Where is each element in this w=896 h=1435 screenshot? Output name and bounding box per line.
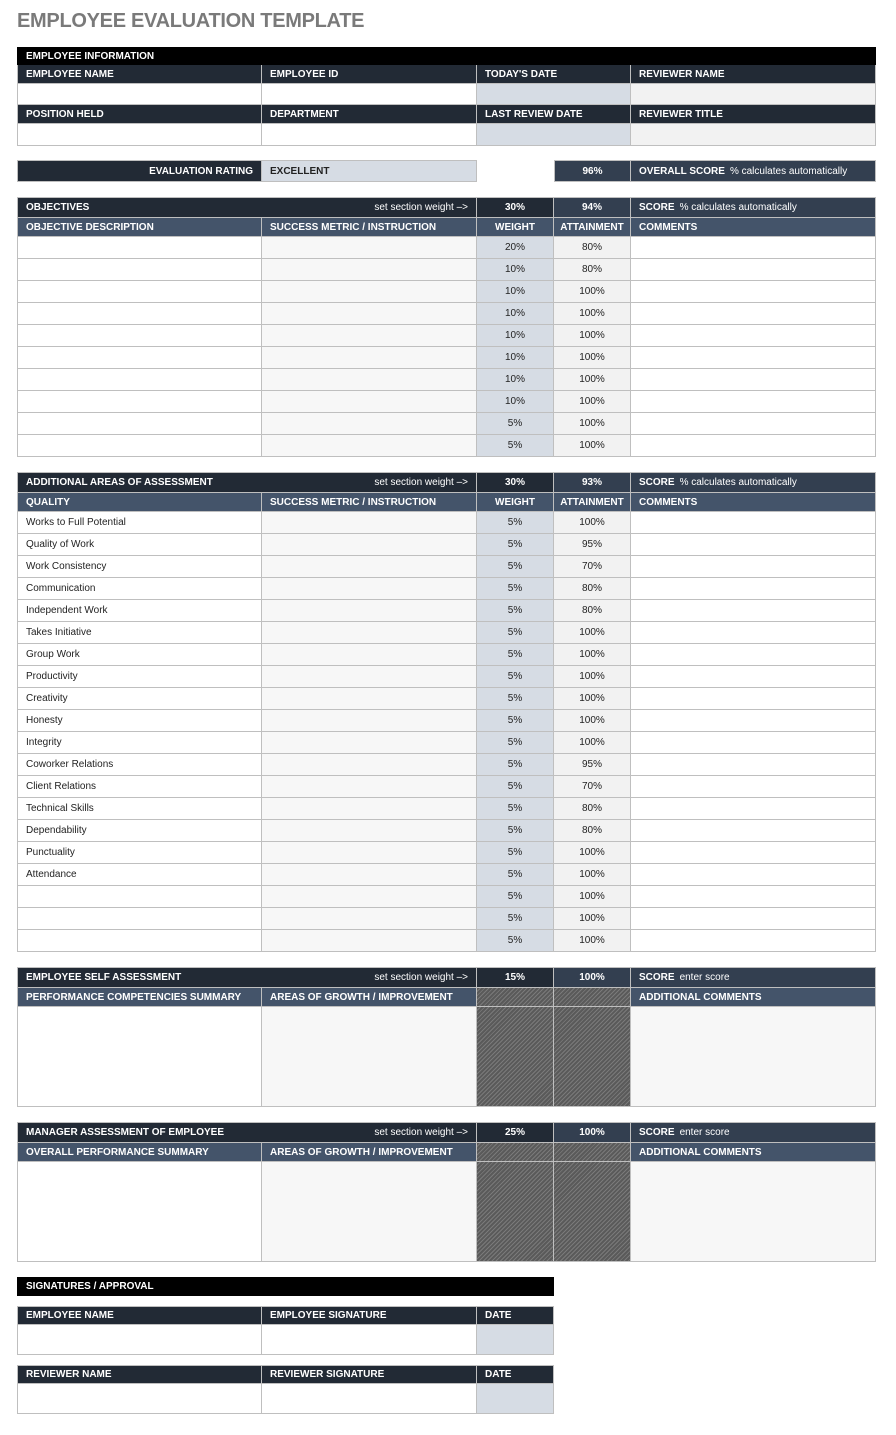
success-metric-input[interactable] [262,325,477,347]
label-date: DATE [477,1365,554,1384]
success-metric-input[interactable] [262,534,477,556]
comments-input[interactable] [631,622,876,644]
overall-score-box [554,160,876,182]
quality-cell[interactable]: Dependability [17,820,262,842]
comments-input[interactable] [631,237,876,259]
objectives-section-score: 94% [554,197,631,218]
todays-date-input[interactable] [477,84,631,105]
success-metric-input[interactable] [262,886,477,908]
manager-assessment-section-weight[interactable]: 25% [477,1122,554,1143]
table-row [17,578,876,600]
hatched-cell [554,988,631,1007]
score-note: % calculates automatically [679,477,797,488]
quality-cell[interactable]: Communication [17,578,262,600]
last-review-date-input[interactable] [477,124,631,146]
employee-signature-table [17,1306,554,1355]
score-title: SCORE [639,972,675,983]
objectives-title: OBJECTIVES [26,202,90,213]
table-row [17,237,876,259]
objective-description-input[interactable] [17,413,262,435]
success-metric-input[interactable] [262,413,477,435]
signatures-section [17,1277,554,1296]
col-attainment: ATTAINMENT [554,218,631,237]
objective-description-input[interactable] [17,347,262,369]
page-title: EMPLOYEE EVALUATION TEMPLATE [17,10,365,32]
attainment-input[interactable]: 100% [554,347,631,369]
objective-description-input[interactable] [17,259,262,281]
success-metric-input[interactable] [262,820,477,842]
success-metric-input[interactable] [262,666,477,688]
reviewer-signature-input[interactable] [262,1384,477,1414]
manager-assessment-score-label [631,1122,876,1143]
performance-competencies-input[interactable] [17,1007,262,1107]
objective-description-input[interactable] [17,369,262,391]
weight-input[interactable]: 5% [477,842,554,864]
comments-input[interactable] [631,578,876,600]
attainment-input[interactable]: 95% [554,754,631,776]
weight-input[interactable]: 10% [477,259,554,281]
label-employee-name: EMPLOYEE NAME [17,65,262,84]
success-metric-input[interactable] [262,391,477,413]
comments-input[interactable] [631,842,876,864]
table-row [17,259,876,281]
weight-input[interactable]: 5% [477,930,554,952]
table-row [17,776,876,798]
score-note: enter score [679,972,730,983]
weight-input[interactable]: 5% [477,666,554,688]
hatched-cell [554,1162,631,1262]
additional-weight-prompt: set section weight –> [374,477,468,488]
weight-input[interactable]: 5% [477,886,554,908]
employee-signature-input[interactable] [262,1325,477,1355]
weight-input[interactable]: 5% [477,754,554,776]
section-header-employee-information: EMPLOYEE INFORMATION [17,47,876,65]
weight-input[interactable]: 5% [477,600,554,622]
quality-cell[interactable]: Quality of Work [17,534,262,556]
comments-input[interactable] [631,512,876,534]
success-metric-input[interactable] [262,732,477,754]
attainment-input[interactable]: 100% [554,391,631,413]
comments-input[interactable] [631,754,876,776]
areas-of-growth-input[interactable] [262,1162,477,1262]
overall-score-title: OVERALL SCORE [639,165,725,177]
success-metric-input[interactable] [262,798,477,820]
objective-description-input[interactable] [17,303,262,325]
overall-score-label [631,160,876,182]
additional-comments-input[interactable] [631,1007,876,1107]
success-metric-input[interactable] [262,600,477,622]
hatched-cell [554,1007,631,1107]
label-todays-date: TODAY'S DATE [477,65,631,84]
objectives-header [17,197,477,218]
attainment-input[interactable]: 100% [554,710,631,732]
reviewer-title-input[interactable] [631,124,876,146]
comments-input[interactable] [631,281,876,303]
table-row [17,644,876,666]
attainment-input[interactable]: 100% [554,864,631,886]
table-row [17,710,876,732]
quality-cell[interactable]: Group Work [17,644,262,666]
quality-cell[interactable]: Honesty [17,710,262,732]
attainment-input[interactable]: 100% [554,303,631,325]
quality-cell[interactable]: Work Consistency [17,556,262,578]
attainment-input[interactable]: 80% [554,259,631,281]
col-success-metric: SUCCESS METRIC / INSTRUCTION [262,493,477,512]
label-last-review-date: LAST REVIEW DATE [477,105,631,124]
additional-title: ADDITIONAL AREAS OF ASSESSMENT [26,477,213,488]
department-input[interactable] [262,124,477,146]
label-employee-id: EMPLOYEE ID [262,65,477,84]
employee-information-section [17,47,876,146]
attainment-input[interactable]: 100% [554,325,631,347]
label-position-held: POSITION HELD [17,105,262,124]
attainment-input[interactable]: 70% [554,776,631,798]
quality-cell[interactable]: Independent Work [17,600,262,622]
success-metric-input[interactable] [262,776,477,798]
col-areas-of-growth: AREAS OF GROWTH / IMPROVEMENT [262,1143,477,1162]
success-metric-input[interactable] [262,259,477,281]
attainment-input[interactable]: 100% [554,688,631,710]
objective-description-input[interactable] [17,281,262,303]
manager-assessment-header [17,1122,477,1143]
table-row [17,303,876,325]
success-metric-input[interactable] [262,435,477,457]
objectives-section-weight[interactable]: 30% [477,197,554,218]
signatures-header: SIGNATURES / APPROVAL [17,1277,554,1296]
weight-input[interactable]: 10% [477,391,554,413]
table-row [17,512,876,534]
col-additional-comments: ADDITIONAL COMMENTS [631,1143,876,1162]
success-metric-input[interactable] [262,556,477,578]
success-metric-input[interactable] [262,237,477,259]
col-quality: QUALITY [17,493,262,512]
comments-input[interactable] [631,435,876,457]
weight-input[interactable]: 10% [477,281,554,303]
quality-cell[interactable]: Coworker Relations [17,754,262,776]
success-metric-input[interactable] [262,369,477,391]
success-metric-input[interactable] [262,754,477,776]
table-row [17,732,876,754]
table-row [17,391,876,413]
weight-input[interactable]: 5% [477,732,554,754]
attainment-input[interactable]: 100% [554,886,631,908]
success-metric-input[interactable] [262,281,477,303]
self-assessment-score-label [631,967,876,988]
weight-input[interactable]: 5% [477,644,554,666]
weight-input[interactable]: 5% [477,578,554,600]
attainment-input[interactable]: 80% [554,798,631,820]
quality-cell[interactable]: Attendance [17,864,262,886]
success-metric-input[interactable] [262,644,477,666]
table-row [17,754,876,776]
attainment-input[interactable]: 80% [554,820,631,842]
objective-description-input[interactable] [17,391,262,413]
comments-input[interactable] [631,413,876,435]
table-row [17,622,876,644]
weight-input[interactable]: 20% [477,237,554,259]
weight-input[interactable]: 5% [477,908,554,930]
table-row [17,930,876,952]
table-row [17,347,876,369]
additional-section-score: 93% [554,472,631,493]
quality-cell[interactable]: Client Relations [17,776,262,798]
score-title: SCORE [639,477,675,488]
overall-performance-input[interactable] [17,1162,262,1262]
employee-name-signature-input[interactable] [17,1325,262,1355]
attainment-input[interactable]: 100% [554,732,631,754]
success-metric-input[interactable] [262,688,477,710]
attainment-input[interactable]: 100% [554,908,631,930]
areas-of-growth-input[interactable] [262,1007,477,1107]
weight-input[interactable]: 5% [477,556,554,578]
additional-areas-section [17,472,876,952]
additional-score-label [631,472,876,493]
label-evaluation-rating: EVALUATION RATING [17,160,262,182]
attainment-input[interactable]: 100% [554,281,631,303]
comments-input[interactable] [631,732,876,754]
quality-cell[interactable] [17,886,262,908]
weight-input[interactable]: 5% [477,820,554,842]
col-objective-description: OBJECTIVE DESCRIPTION [17,218,262,237]
col-attainment: ATTAINMENT [554,493,631,512]
score-title: SCORE [639,1127,675,1138]
reviewer-signature-table [17,1365,554,1414]
manager-assessment-weight-prompt: set section weight –> [374,1127,468,1138]
col-overall-performance-summary: OVERALL PERFORMANCE SUMMARY [17,1143,262,1162]
evaluation-rating-row [17,160,477,182]
quality-cell[interactable]: Punctuality [17,842,262,864]
self-assessment-section [17,967,876,1107]
weight-input[interactable]: 10% [477,347,554,369]
additional-header [17,472,477,493]
attainment-input[interactable]: 70% [554,556,631,578]
table-row [17,556,876,578]
success-metric-input[interactable] [262,347,477,369]
label-reviewer-title: REVIEWER TITLE [631,105,876,124]
quality-cell[interactable] [17,908,262,930]
table-row [17,413,876,435]
comments-input[interactable] [631,710,876,732]
weight-input[interactable]: 5% [477,776,554,798]
attainment-input[interactable]: 100% [554,512,631,534]
weight-input[interactable]: 5% [477,710,554,732]
success-metric-input[interactable] [262,303,477,325]
comments-input[interactable] [631,303,876,325]
comments-input[interactable] [631,666,876,688]
hatched-cell [477,1143,554,1162]
score-title: SCORE [639,202,675,213]
manager-assessment-section-score[interactable]: 100% [554,1122,631,1143]
comments-input[interactable] [631,930,876,952]
weight-input[interactable]: 10% [477,303,554,325]
score-note: % calculates automatically [679,202,797,213]
self-assessment-section-score[interactable]: 100% [554,967,631,988]
weight-input[interactable]: 10% [477,325,554,347]
success-metric-input[interactable] [262,908,477,930]
attainment-input[interactable]: 80% [554,237,631,259]
attainment-input[interactable]: 95% [554,534,631,556]
position-held-input[interactable] [17,124,262,146]
col-weight: WEIGHT [477,493,554,512]
reviewer-name-input[interactable] [631,84,876,105]
comments-input[interactable] [631,534,876,556]
comments-input[interactable] [631,369,876,391]
hatched-cell [477,988,554,1007]
table-row [17,688,876,710]
hatched-cell [477,1007,554,1107]
quality-cell[interactable]: Integrity [17,732,262,754]
col-comments: COMMENTS [631,493,876,512]
overall-score-note: % calculates automatically [729,165,848,177]
attainment-input[interactable]: 100% [554,842,631,864]
comments-input[interactable] [631,556,876,578]
quality-cell[interactable] [17,930,262,952]
overall-score-value: 96% [554,160,631,182]
objective-description-input[interactable] [17,237,262,259]
comments-input[interactable] [631,347,876,369]
table-row [17,281,876,303]
label-date: DATE [477,1306,554,1325]
comments-input[interactable] [631,688,876,710]
weight-input[interactable]: 5% [477,512,554,534]
attainment-input[interactable]: 100% [554,435,631,457]
reviewer-signature-date-input[interactable] [477,1384,554,1414]
evaluation-rating-value: EXCELLENT [262,160,477,182]
attainment-input[interactable]: 80% [554,600,631,622]
success-metric-input[interactable] [262,842,477,864]
self-assessment-weight-prompt: set section weight –> [374,972,468,983]
attainment-input[interactable]: 100% [554,413,631,435]
hatched-cell [554,1143,631,1162]
self-assessment-header [17,967,477,988]
employee-id-input[interactable] [262,84,477,105]
table-row [17,820,876,842]
success-metric-input[interactable] [262,512,477,534]
col-additional-comments: ADDITIONAL COMMENTS [631,988,876,1007]
objectives-score-label [631,197,876,218]
col-performance-competencies-summary: PERFORMANCE COMPETENCIES SUMMARY [17,988,262,1007]
label-employee-name: EMPLOYEE NAME [17,1306,262,1325]
table-row [17,798,876,820]
weight-input[interactable]: 5% [477,622,554,644]
comments-input[interactable] [631,886,876,908]
attainment-input[interactable]: 100% [554,930,631,952]
comments-input[interactable] [631,600,876,622]
self-assessment-section-weight[interactable]: 15% [477,967,554,988]
success-metric-input[interactable] [262,710,477,732]
attainment-input[interactable]: 80% [554,578,631,600]
label-reviewer-name: REVIEWER NAME [631,65,876,84]
comments-input[interactable] [631,820,876,842]
table-row [17,325,876,347]
table-row [17,534,876,556]
comments-input[interactable] [631,798,876,820]
weight-input[interactable]: 5% [477,435,554,457]
comments-input[interactable] [631,325,876,347]
quality-cell[interactable]: Works to Full Potential [17,512,262,534]
comments-input[interactable] [631,776,876,798]
quality-cell[interactable]: Productivity [17,666,262,688]
label-department: DEPARTMENT [262,105,477,124]
objective-description-input[interactable] [17,435,262,457]
table-row [17,864,876,886]
reviewer-name-signature-input[interactable] [17,1384,262,1414]
success-metric-input[interactable] [262,622,477,644]
manager-assessment-section [17,1122,876,1262]
table-row [17,908,876,930]
success-metric-input[interactable] [262,930,477,952]
hatched-cell [477,1162,554,1262]
table-row [17,666,876,688]
weight-input[interactable]: 5% [477,688,554,710]
weight-input[interactable]: 5% [477,864,554,886]
col-weight: WEIGHT [477,218,554,237]
objectives-section [17,197,876,457]
weight-input[interactable]: 5% [477,413,554,435]
objective-description-input[interactable] [17,325,262,347]
employee-signature-date-input[interactable] [477,1325,554,1355]
quality-cell[interactable]: Creativity [17,688,262,710]
table-row [17,435,876,457]
attainment-input[interactable]: 100% [554,369,631,391]
weight-input[interactable]: 5% [477,798,554,820]
self-assessment-title: EMPLOYEE SELF ASSESSMENT [26,972,182,983]
table-row [17,369,876,391]
weight-input[interactable]: 10% [477,369,554,391]
col-success-metric: SUCCESS METRIC / INSTRUCTION [262,218,477,237]
table-row [17,600,876,622]
additional-comments-input[interactable] [631,1162,876,1262]
attainment-input[interactable]: 100% [554,644,631,666]
comments-input[interactable] [631,644,876,666]
table-row [17,842,876,864]
quality-cell[interactable]: Technical Skills [17,798,262,820]
weight-input[interactable]: 5% [477,534,554,556]
col-comments: COMMENTS [631,218,876,237]
quality-cell[interactable]: Takes Initiative [17,622,262,644]
col-areas-of-growth: AREAS OF GROWTH / IMPROVEMENT [262,988,477,1007]
comments-input[interactable] [631,259,876,281]
comments-input[interactable] [631,391,876,413]
comments-input[interactable] [631,864,876,886]
label-reviewer-signature: REVIEWER SIGNATURE [262,1365,477,1384]
objectives-weight-prompt: set section weight –> [374,202,468,213]
comments-input[interactable] [631,908,876,930]
attainment-input[interactable]: 100% [554,666,631,688]
additional-section-weight[interactable]: 30% [477,472,554,493]
success-metric-input[interactable] [262,578,477,600]
employee-name-input[interactable] [17,84,262,105]
table-row [17,886,876,908]
manager-assessment-title: MANAGER ASSESSMENT OF EMPLOYEE [26,1127,224,1138]
label-reviewer-name: REVIEWER NAME [17,1365,262,1384]
attainment-input[interactable]: 100% [554,622,631,644]
label-employee-signature: EMPLOYEE SIGNATURE [262,1306,477,1325]
success-metric-input[interactable] [262,864,477,886]
score-note: enter score [679,1127,730,1138]
